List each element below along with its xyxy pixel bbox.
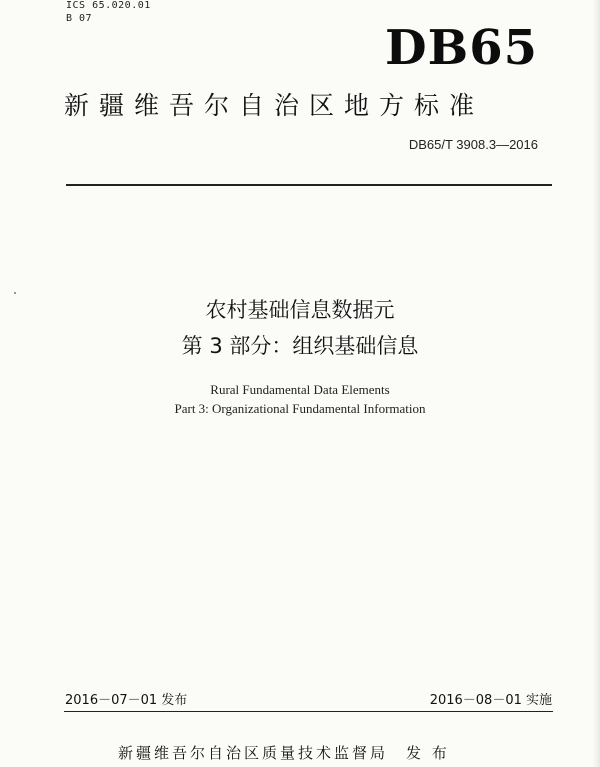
issue-date: 2016－07－01 发布 xyxy=(65,693,188,708)
scan-edge-shadow xyxy=(592,0,600,767)
standard-code: DB65/T 3908.3—2016 xyxy=(408,137,538,152)
header-divider xyxy=(66,184,552,186)
implementation-date: 2016－08－01 实施 xyxy=(429,693,552,708)
document-title-zh-line2: 第 3 部分：组织基础信息 xyxy=(181,334,419,358)
scan-speck xyxy=(14,292,16,294)
standard-logo: DB65 xyxy=(385,20,538,76)
classification-code: B 07 xyxy=(66,13,93,24)
footer-divider xyxy=(64,711,553,712)
ics-number: ICS 65.020.01 xyxy=(66,0,151,11)
document-title-zh-line1: 农村基础信息数据元 xyxy=(205,298,395,322)
document-title-en-line1: Rural Fundamental Data Elements xyxy=(210,382,390,397)
document-title-en-line2: Part 3: Organizational Fundamental Information xyxy=(174,401,426,416)
publisher: 新疆维吾尔自治区质量技术监督局 发 布 xyxy=(118,744,450,762)
standard-type-title: 新疆维吾尔自治区地方标准 xyxy=(64,91,485,120)
